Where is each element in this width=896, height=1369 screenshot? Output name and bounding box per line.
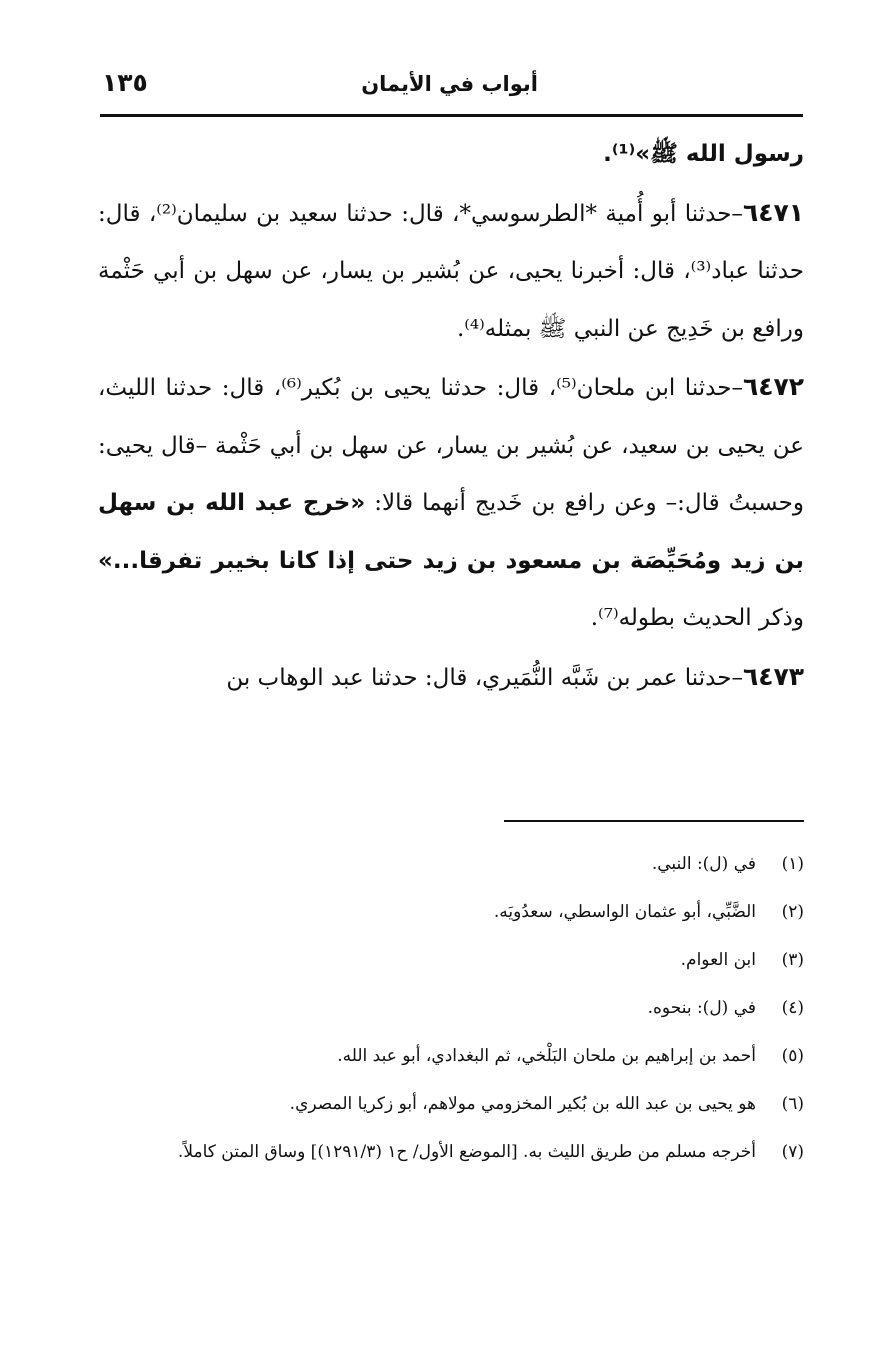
- footnotes: [98, 840, 804, 1176]
- hadith-number: ٦٤٧٢: [742, 372, 804, 401]
- footnote-number: (٦): [781, 1094, 804, 1114]
- footnote-number: (٥): [781, 1046, 804, 1066]
- hadith-text: –حدثنا أبو أُمية *الطرسوسي*، قال: حدثنا سعيد بن سليمان⁽²⁾، قال: حدثنا عباد⁽³⁾، قال: أخبرنا يحيى، عن بُشير بن يسار، عن سهل بن أبي حَثْمة ورافع بن خَدِيج عن النبي ﷺ بمثله⁽⁴⁾.: [98, 200, 805, 342]
- footnote-text: في (ل): بنحوه.: [647, 998, 756, 1018]
- hadith-6472: [98, 358, 804, 648]
- running-title: أبواب في الأيمان: [361, 72, 538, 96]
- footnote-number: (١): [781, 854, 804, 874]
- footnote-text: في (ل): النبي.: [651, 854, 756, 874]
- footnote: [98, 1080, 804, 1128]
- hadith-text: –حدثنا ابن ملحان⁽⁵⁾، قال: حدثنا يحيى بن بُكير⁽⁶⁾، قال: حدثنا الليث، عن يحيى بن سعيد، عن بُشير بن يسار، عن سهل بن أبي حَثْمة –قال يحيى: وحسبتُ قال:– وعن رافع بن خَديج أنهما قالا:: [98, 375, 804, 516]
- hadith-text: –حدثنا عمر بن شَبَّه النُّمَيري، قال: حدثنا عبد الوهاب بن: [226, 664, 743, 691]
- footnote-text: أحمد بن إبراهيم بن ملحان البَلْخي، ثم البغدادي، أبو عبد الله.: [337, 1046, 756, 1066]
- footnote-text: هو يحيى بن عبد الله بن بُكير المخزومي مولاهم، أبو زكريا المصري.: [289, 1094, 756, 1114]
- footnote-separator: [504, 820, 804, 822]
- footnote-number: (٧): [781, 1142, 804, 1162]
- footnote: [98, 888, 804, 936]
- footnote: [98, 936, 804, 984]
- footnote-text: أخرجه مسلم من طريق الليث به. [الموضع الأول/ ح١ (١٢٩١/٣)] وساق المتن كاملاً.: [177, 1142, 756, 1162]
- header-rule: [100, 114, 803, 117]
- footnote: [98, 984, 804, 1032]
- footnote-text: ابن العوام.: [680, 950, 756, 970]
- footnote-number: (٤): [781, 998, 804, 1018]
- paragraph-continuation: [98, 126, 804, 184]
- hadith-6473: [98, 648, 804, 708]
- footnote-number: (٣): [781, 950, 804, 970]
- running-header: [100, 68, 800, 108]
- page-number: ١٣٥: [102, 68, 148, 97]
- main-text: [98, 126, 804, 707]
- footnote: [98, 840, 804, 888]
- footnote: [98, 1128, 804, 1176]
- footnote-text: الضَّبِّي، أبو عثمان الواسطي، سعدُويَه.: [493, 902, 756, 922]
- hadith-number: ٦٤٧٣: [742, 661, 804, 691]
- hadith-6471: [98, 184, 804, 359]
- hadith-number: ٦٤٧١: [742, 197, 804, 227]
- footnote: [98, 1032, 804, 1080]
- paragraph-text: رسول الله ﷺ»⁽¹⁾.: [603, 141, 804, 167]
- hadith-matn: «خرج عبد الله بن سهل بن زيد ومُحَيِّصَة بن مسعود بن زيد حتى إذا كانا بخيبر تفرقا...»: [98, 490, 804, 574]
- hadith-text-continued: وذكر الحديث بطوله⁽⁷⁾.: [590, 605, 804, 631]
- footnote-number: (٢): [781, 902, 804, 922]
